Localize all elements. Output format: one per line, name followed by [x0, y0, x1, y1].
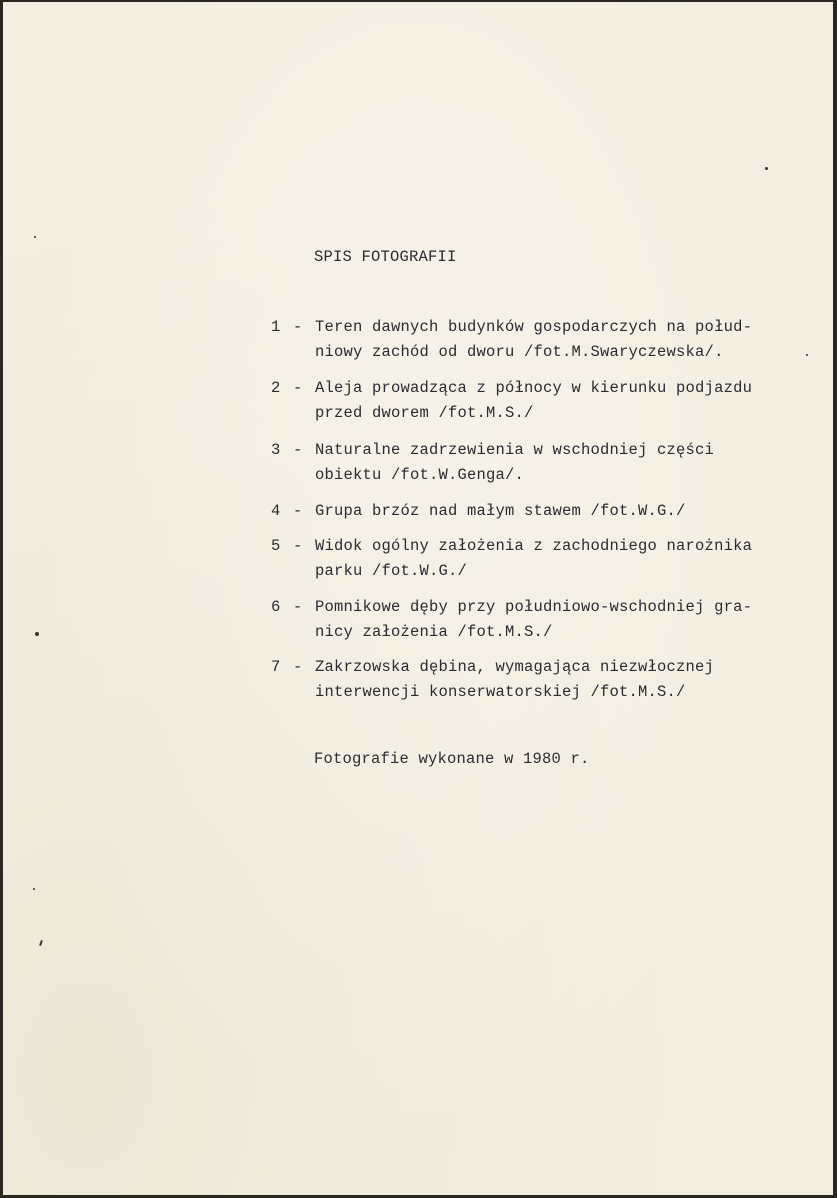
- item-number: 2: [271, 379, 281, 397]
- item-text-line-1: Aleja prowadząca z północy w kierunku podjazdu: [315, 379, 753, 397]
- paper-speck: [33, 888, 35, 890]
- item-text-line-1: Pomnikowe dęby przy południowo-wschodniej gra-: [315, 598, 753, 616]
- item-text-line-2: interwencji konserwatorskiej /fot.M.S./: [315, 683, 686, 701]
- item-number: 6: [271, 598, 281, 616]
- item-dash: -: [293, 658, 303, 676]
- item-dash: -: [293, 598, 303, 616]
- paper-speck: [765, 167, 768, 170]
- item-dash: -: [293, 379, 303, 397]
- paper-speck: [35, 632, 39, 636]
- item-dash: -: [293, 502, 303, 520]
- item-text-line-1: Naturalne zadrzewienia w wschodniej części: [315, 441, 715, 459]
- item-text-line-1: Widok ogólny założenia z zachodniego narożnika: [315, 537, 753, 555]
- item-text-line-1: Zakrzowska dębina, wymagająca niezwłocznej: [315, 658, 715, 676]
- item-text-line-1: Grupa brzóz nad małym stawem /fot.W.G./: [315, 502, 686, 520]
- item-text-line-2: niowy zachód od dworu /fot.M.Swaryczewska/.: [315, 343, 724, 361]
- paper-speck: [806, 354, 808, 356]
- item-number: 1: [271, 318, 281, 336]
- document-title: SPIS FOTOGRAFII: [314, 248, 457, 266]
- item-dash: -: [293, 318, 303, 336]
- item-number: 4: [271, 502, 281, 520]
- item-number: 7: [271, 658, 281, 676]
- item-number: 5: [271, 537, 281, 555]
- item-text-line-2: parku /fot.W.G./: [315, 562, 468, 580]
- item-dash: -: [293, 537, 303, 555]
- item-text-line-1: Teren dawnych budynków gospodarczych na połud-: [315, 318, 753, 336]
- item-number: 3: [271, 441, 281, 459]
- document-footer: Fotografie wykonane w 1980 r.: [314, 750, 590, 768]
- paper-speck: [34, 236, 36, 238]
- item-dash: -: [293, 441, 303, 459]
- document-page: [3, 2, 833, 1195]
- paper-speck: [39, 940, 43, 946]
- item-text-line-2: przed dworem /fot.M.S./: [315, 404, 534, 422]
- item-text-line-2: nicy założenia /fot.M.S./: [315, 623, 553, 641]
- item-text-line-2: obiektu /fot.W.Genga/.: [315, 466, 525, 484]
